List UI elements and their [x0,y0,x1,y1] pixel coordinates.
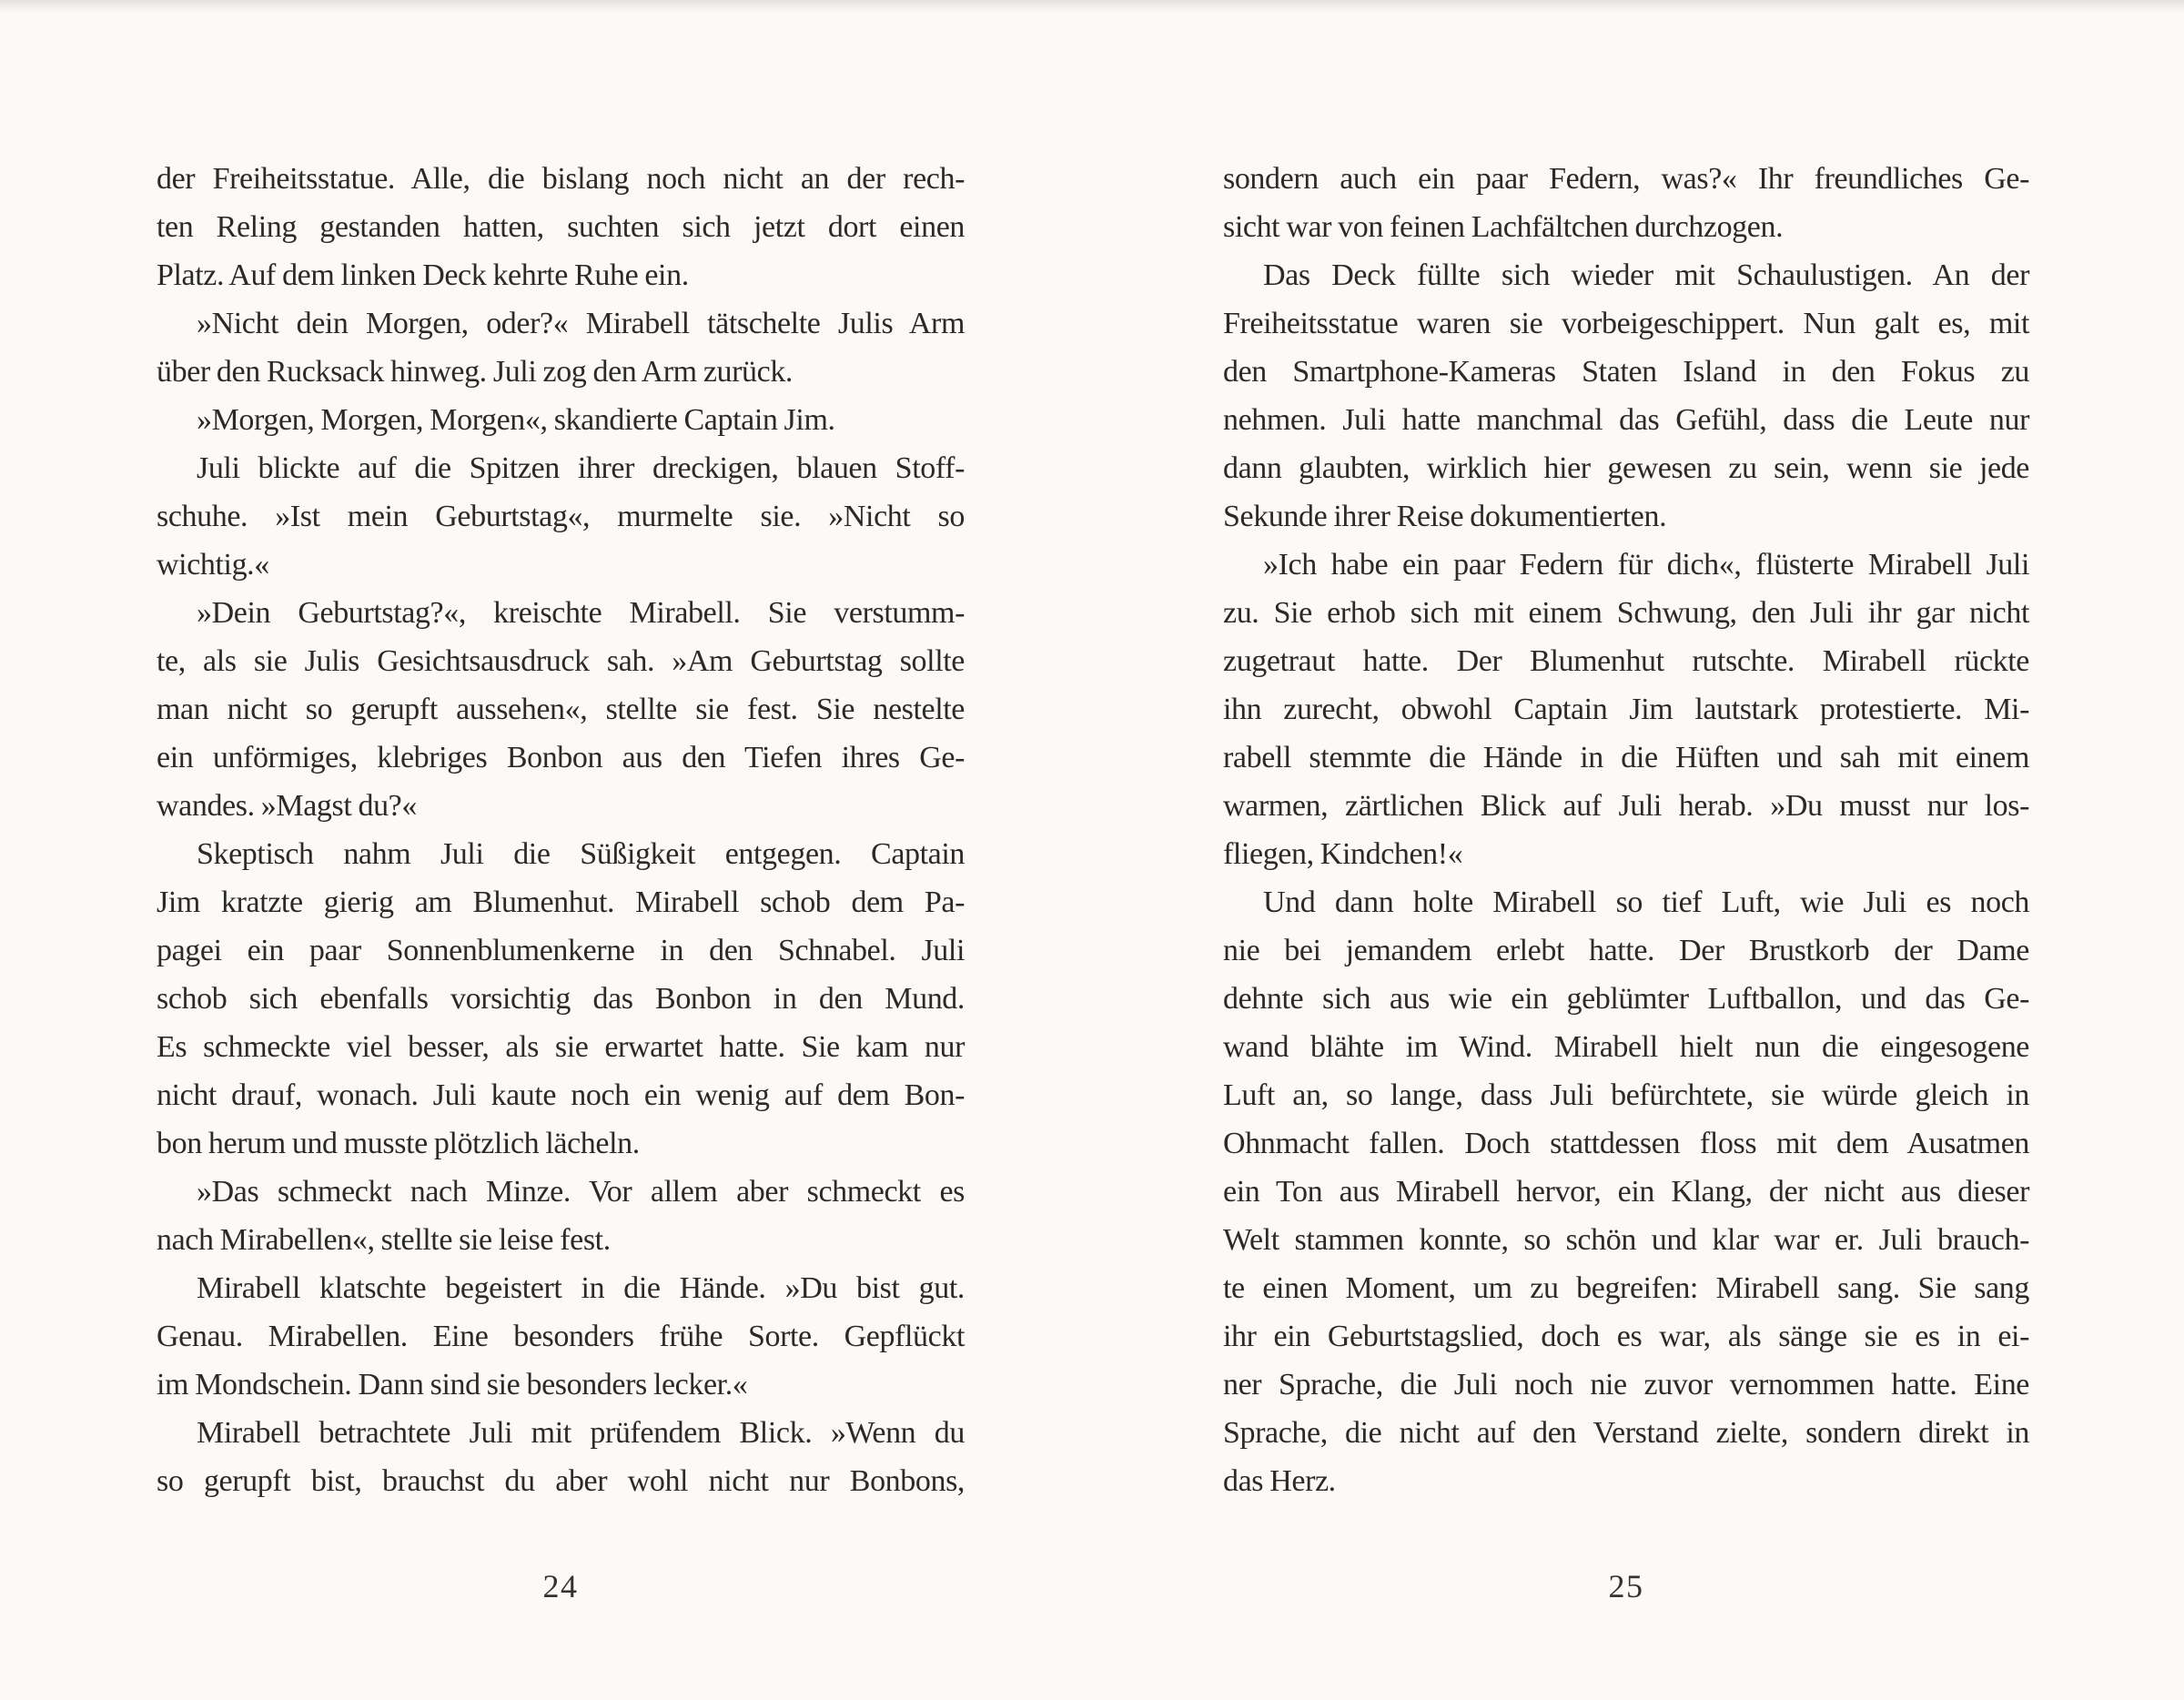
text-line: »Nicht dein Morgen, oder?« Mirabell tätschelte Julis Arm [197,307,965,340]
text-line: Jim kratzte gierig am Blumenhut. Mirabell schob dem Pa- [157,885,965,919]
text-line: nie bei jemandem erlebt hatte. Der Brustkorb der Dame [1223,934,2029,967]
text-line: Sekunde ihrer Reise dokumentierten. [1223,500,1667,533]
text-line: man nicht so gerupft aussehen«, stellte sie fest. Sie nestelte [157,693,965,726]
text-line: Ohnmacht fallen. Doch stattdessen floss mit dem Ausatmen [1223,1127,2029,1160]
text-line: wichtig.« [157,548,269,582]
text-line: fliegen, Kindchen!« [1223,837,1463,871]
text-line: Freiheitsstatue waren sie vorbeigeschippert. Nun galt es, mit [1223,307,2029,340]
text-line: te einen Moment, um zu begreifen: Mirabell sang. Sie sang [1223,1271,2029,1305]
text-line: »Morgen, Morgen, Morgen«, skandierte Captain Jim. [197,403,835,437]
text-line: Luft an, so lange, dass Juli befürchtete, sie würde gleich in [1223,1078,2029,1112]
text-line: ein Ton aus Mirabell hervor, ein Klang, der nicht aus dieser [1223,1175,2029,1209]
text-line: te, als sie Julis Gesichtsausdruck sah. »Am Geburtstag sollte [157,644,965,678]
text-line: Skeptisch nahm Juli die Süßigkeit entgegen. Captain [197,837,965,871]
scan-edge-shadow [0,0,2184,13]
text-line: »Das schmeckt nach Minze. Vor allem aber schmeckt es [197,1175,965,1209]
text-line: ten Reling gestanden hatten, suchten sich jetzt dort einen [157,210,965,244]
page-number-left: 24 [542,1568,579,1604]
text-line: nicht drauf, wonach. Juli kaute noch ein wenig auf dem Bon- [157,1078,965,1112]
page-right-text-column [1223,155,2029,1505]
text-line: im Mondschein. Dann sind sie besonders lecker.« [157,1368,748,1401]
text-line: ein unförmiges, klebriges Bonbon aus den Tiefen ihres Ge- [157,741,965,774]
text-line: ihr ein Geburtstagslied, doch es war, als sänge sie es in ei- [1223,1320,2029,1353]
text-line: schob sich ebenfalls vorsichtig das Bonbon in den Mund. [157,982,965,1016]
text-line: zugetraut hatte. Der Blumenhut rutschte. Mirabell rückte [1223,644,2029,678]
text-line: Sprache, die nicht auf den Verstand zielte, sondern direkt in [1223,1416,2029,1450]
text-line: warmen, zärtlichen Blick auf Juli herab. »Du musst nur los- [1223,789,2029,823]
text-line: nach Mirabellen«, stellte sie leise fest. [157,1223,611,1257]
text-line: sicht war von feinen Lachfältchen durchzogen. [1223,210,1784,244]
text-line: dehnte sich aus wie ein geblümter Luftballon, und das Ge- [1223,982,2029,1016]
text-line: Genau. Mirabellen. Eine besonders frühe Sorte. Gepflückt [157,1320,965,1353]
text-line: ihn zurecht, obwohl Captain Jim lautstark protestierte. Mi- [1223,693,2029,726]
text-line: zu. Sie erhob sich mit einem Schwung, den Juli ihr gar nicht [1223,596,2029,630]
text-line: Mirabell klatschte begeistert in die Hände. »Du bist gut. [197,1271,965,1305]
text-line: wand blähte im Wind. Mirabell hielt nun die eingesogene [1223,1030,2029,1064]
text-line: »Ich habe ein paar Federn für dich«, flüsterte Mirabell Juli [1263,548,2029,582]
text-line: Platz. Auf dem linken Deck kehrte Ruhe ein. [157,258,689,292]
text-line: der Freiheitsstatue. Alle, die bislang noch nicht an der rech- [157,162,965,196]
text-line: Das Deck füllte sich wieder mit Schaulustigen. An der [1263,258,2029,292]
text-line: das Herz. [1223,1464,1336,1498]
text-line: dann glaubten, wirklich hier gewesen zu sein, wenn sie jede [1223,451,2029,485]
text-line: ner Sprache, die Juli noch nie zuvor vernommen hatte. Eine [1223,1368,2029,1401]
text-line: den Smartphone-Kameras Staten Island in den Fokus zu [1223,355,2029,389]
text-line: rabell stemmte die Hände in die Hüften und sah mit einem [1223,741,2029,774]
text-line: wandes. »Magst du?« [157,789,417,823]
text-line: Und dann holte Mirabell so tief Luft, wie Juli es noch [1263,885,2029,919]
text-line: Welt stammen konnte, so schön und klar war er. Juli brauch- [1223,1223,2029,1257]
text-line: sondern auch ein paar Federn, was?« Ihr freundliches Ge- [1223,162,2029,196]
text-line: pagei ein paar Sonnenblumenkerne in den Schnabel. Juli [157,934,965,967]
text-line: nehmen. Juli hatte manchmal das Gefühl, dass die Leute nur [1223,403,2029,437]
text-line: Mirabell betrachtete Juli mit prüfendem Blick. »Wenn du [197,1416,965,1450]
text-line: »Dein Geburtstag?«, kreischte Mirabell. Sie verstumm- [197,596,965,630]
text-line: Juli blickte auf die Spitzen ihrer dreckigen, blauen Stoff- [197,451,965,485]
text-line: Es schmeckte viel besser, als sie erwartet hatte. Sie kam nur [157,1030,965,1064]
text-line: so gerupft bist, brauchst du aber wohl nicht nur Bonbons, [157,1464,965,1498]
page-left-text-column [157,155,965,1505]
text-line: schuhe. »Ist mein Geburtstag«, murmelte sie. »Nicht so [157,500,965,533]
text-line: bon herum und musste plötzlich lächeln. [157,1127,640,1160]
text-line: über den Rucksack hinweg. Juli zog den Arm zurück. [157,355,794,389]
page-number-right: 25 [1608,1568,1644,1604]
